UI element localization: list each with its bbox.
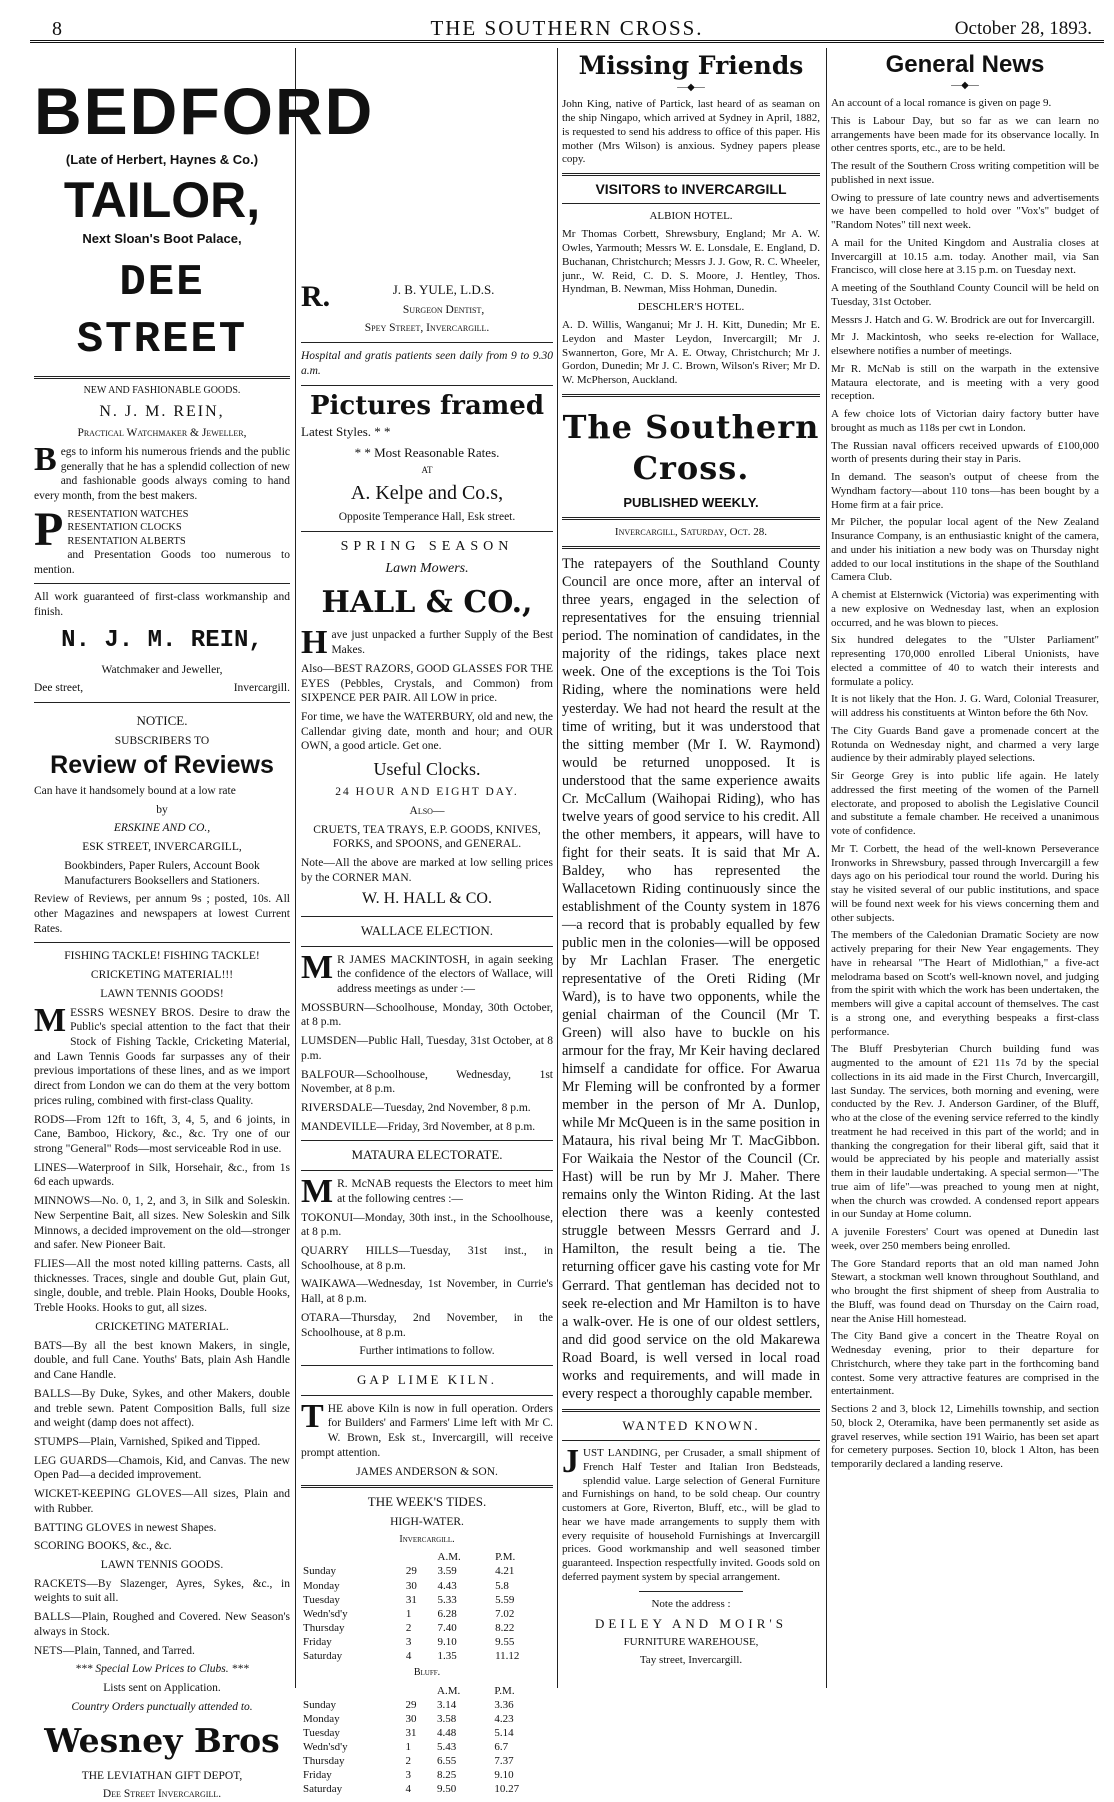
column-3 [562,48,820,1688]
bedford-name: BEDFORD [34,74,375,148]
hall-name: HALL & CO., [321,584,533,620]
mataura-item: OTARA—Thursday, 2nd November, in the Schoolhouse, at 8 p.m. [301,1311,553,1339]
cricket-item: STUMPS—Plain, Varnished, Spiked and Tipped. [34,1435,261,1448]
pictures-firm: A. Kelpe and Co.s, [350,481,504,504]
pictures-l1: Latest Styles. * * [301,424,391,440]
hall-signature: W. H. HALL & CO. [362,890,492,908]
cricket-item: WICKET-KEEPING GLOVES—All sizes, Plain and with Rubber. [34,1488,290,1515]
divider [562,173,820,176]
fishing-address: Dee Street Invercargill. [102,1788,222,1801]
divider [301,1365,553,1366]
news-item: Mr J. Mackintosh, who seeks re-election for Wallace, elsewhere notifies a number of meetings. [831,331,1099,358]
reviews-street: ESK STREET, INVERCARGILL, [82,841,242,854]
divider [301,946,553,947]
notice-heading: NOTICE. [136,713,188,729]
divider [301,1485,553,1488]
divider [34,376,290,379]
news-item: The Bluff Presbyterian Church building fund was augmented to the amount of £21 11s 7d by the special collections in its aid made in the First Church, Invercargill, last Sunday. The services, both morning and evening, were conducted by the Rev. J. Anderson Gardiner, of the Bluff, who at the close of the evening service referred to the kindly treatment he had received in this part of the world; and in thanking the congregation for their liberal gift, said that it would be appreciated by his people and materially assist them in their laudable undertaking. A special sermon—"The true aim of life"—was preached to young men at night, when the church was crowded. A condensed report appears in our Sunday at Home column. [831,1043,1099,1221]
divider [301,385,553,386]
divider [562,394,820,397]
tides-table-invercargill: A.M. P.M. Sunday 29 3.59 4.21 Monday 30 4.43 5.8 Tuesday 31 5.33 5.59 Wedn'sd'y 1 6.28 7.02 Thursday 2 7.40 8.22 Friday 3 9.10 9.55 Saturday 4 1.35 11.12 [303,1551,520,1662]
mataura-item: WAIKAWA—Wednesday, 1st November, in Currie's Hall, at 8 p.m. [301,1278,553,1306]
cricket-item: SCORING BOOKS, &c., &c. [34,1540,172,1553]
rein-work: All work guaranteed of first-class workmanship and finish. [34,591,290,619]
news-item: A mail for the United Kingdom and Australia closes at Invercargill at 10.15 a.m. today. Another mail, via San Francisco, will close here at 3.15 p.m. on Tuesday next. [831,236,1099,277]
news-item: Six hundred delegates to the "Ulster Parliament" representing 170,000 enrolled Liberal Unionists, have elected a committee of 40 to watch their interests and formulate a policy. [831,634,1099,688]
rein-body: Begs to inform his numerous friends and the public generally that he has a splendid collection of new and fashionable goods always coming to hand every month, from the best makers. [34,440,290,503]
fishing-item: LINES—Waterproof in Silk, Horsehair, &c., from 1s 6d each upwards. [34,1161,290,1189]
fishing-item: FLIES—All the most noted killing patterns. Casts, all thicknesses. Traces, single and double Gut, plain Gut, single, double, and treble. Plain Hooks, Double Hooks, Treble Hooks. Hooks to gut, all sizes. [34,1258,290,1315]
news-item: This is Labour Day, but so far as we can learn no arrangements have been made for its observance locally. In other centres sports, etc., are to be held. [831,114,1099,155]
hall-time: For time, we have the WATERBURY, old and new, the Callendar giving date, month and hour; and OUR OWN, a good article. Get one. [301,710,553,753]
visitors-t1: Mr Thomas Corbett, Shrewsbury, England; Mr A. W. Owles, Yarmouth; Messrs W. E. Lonsdale, E. England, D. Buchanan, Christchurch; Messrs J. J. Gow, R. C. Wheeler, junr., W. Reid, C. D. S. Moore, J. Hentley, Thos. Hyndman, B. Newman, Miss Hohman, Dunedin. [562,228,820,296]
wallace-item: RIVERSDALE—Tuesday, 2nd November, 8 p.m. [301,1102,531,1115]
divider [301,342,553,343]
news-item: Sir George Grey is into public life again. He lately addressed the first meeting of the women of the Parnell electorate, and proposed to abolish the Legislative Council and substitute a female chamber. He received a unanimous vote of confidence. [831,770,1099,838]
news-item: An account of a local romance is given on page 9. [831,97,1052,110]
news-item: The City Band give a concert in the Theatre Royal on Wednesday evening, prior to their departure for Christchurch, where they take part in the forthcoming band contest. Some very attractive features are comprised in the entertainment. [831,1330,1099,1398]
news-item: A juvenile Foresters' Court was opened at Dunedin last week, over 250 members being enrolled. [831,1226,1099,1252]
hall-mowers: Lawn Mowers. [385,561,469,577]
divider [301,1395,553,1396]
news-item: A few choice lots of Victorian dairy factory butter have brought as much as 118s per cwt in London. [831,408,1099,434]
mataura-further: Further intimations to follow. [359,1345,495,1358]
hall-note: Note—All the above are marked at low selling prices by the CORNER MAN. [301,857,553,884]
rein-pres2: and Presentation Goods too numerous to mention. [34,549,290,576]
tides-title: THE WEEK'S TIDES. [367,1494,487,1510]
wanted-ware: FURNITURE WAREHOUSE, [623,1636,759,1649]
pictures-l2: * * Most Reasonable Rates. [354,444,500,460]
general-news-title: General News [885,51,1045,78]
divider [34,583,290,584]
fishing-l3: LAWN TENNIS GOODS! [100,987,224,1000]
hall-also2: Also— [409,804,445,817]
missing-body: John King, native of Partick, last heard of as seaman on the ship Ningapo, which arrived at Sydney in April, 1882, is requested to send his address to office of this paper. His mother (Mrs Wilson) is anxious. Sydney papers please copy. [562,98,820,166]
mataura-title: MATAURA ELECTORATE. [351,1147,503,1163]
mataura-item: QUARRY HILLS—Tuesday, 31st inst., in Schoolhouse, at 8 p.m. [301,1244,553,1272]
divider [301,1140,553,1141]
rein-trade: Practical Watchmaker & Jeweller, [77,427,247,440]
visitors-title: VISITORS to INVERCARGILL [595,181,787,198]
cricket-item: BALLS—By Duke, Sykes, and other Makers, double and treble sewn. Patent Composition Balls, full size and weight (damp does not affect). [34,1387,290,1430]
divider [34,702,290,703]
divider [562,546,820,549]
hall-body: Have just unpacked a further Supply of the Best Makes. [301,624,553,662]
wanted-note: Note the address : [651,1597,731,1610]
reviews-title: Review of Reviews [50,751,274,780]
divider [562,203,820,204]
divider [562,1409,820,1412]
tides-hw: HIGH-WATER. [390,1515,464,1528]
news-item: In demand. The season's output of cheese from the Wyndham factory—about 110 tons—has been bought by a Home firm at a fair price. [831,471,1099,511]
wanted-title: WANTED KNOWN. [622,1417,760,1433]
kiln-title: GAP LIME KILN. [356,1372,498,1387]
news-item: Mr R. McNab is still on the warpath in the extensive Mataura electorate, and is meeting with a very good reception. [831,362,1099,403]
hall-spring: SPRING SEASON [340,539,514,555]
masthead-weekly: PUBLISHED WEEKLY. [623,494,759,510]
reviews-bound: Can have it handsomely bound at a low rate [34,784,236,797]
kiln-signature: JAMES ANDERSON & SON. [356,1465,498,1478]
pictures-at: AT [421,465,433,476]
news-item: Sections 2 and 3, block 12, Limehills township, and section 50, block 2, Oteramika, have been permanently set aside as gravel reserves, while section 191 Wairio, has been set apart for cemetery purposes. Section 10, block 1 Alton, has been temporarily declared a landing reserve. [831,1403,1099,1471]
visitors-h2: DESCHLER'S HOTEL. [637,301,745,314]
divider [562,1440,820,1441]
mataura-item: TOKONUI—Monday, 30th inst., in the Schoolhouse, at 8 p.m. [301,1211,553,1239]
missing-title: Missing Friends [578,51,804,80]
masthead-title: The Southern Cross. [562,407,820,487]
reviews-by: by [156,803,168,816]
bedford-street: DEE STREET [76,258,248,365]
tennis-item: RACKETS—By Slazenger, Ayres, Sykes, &c., in weights to suit all. [34,1577,290,1605]
divider [639,1591,742,1592]
newspaper-title: THE SOUTHERN CROSS. [430,16,704,40]
rein-presentation: P RESENTATION WATCHES RESENTATION CLOCKS RESENTATION ALBERTS [34,502,189,556]
rein-address: Dee street, Invercargill. [34,682,290,695]
hall-also: Also—BEST RAZORS, GOOD GLASSES FOR THE EYES (Pebbles, Crystals, and Common) from SIXPENCE PER PAIR. All LOW in price. [301,662,553,705]
rein-name: N. J. M. REIN, [99,402,225,420]
divider [301,531,553,532]
pictures-title: Pictures framed [309,390,545,421]
divider [301,1170,553,1171]
fishing-l1: FISHING TACKLE! FISHING TACKLE! [64,950,260,963]
fishing-special: *** Special Low Prices to Clubs. *** [75,1663,249,1676]
fishing-country: Country Orders punctually attended to. [71,1700,253,1713]
wallace-item: MANDEVILLE—Friday, 3rd November, at 8 p.m. [301,1120,536,1133]
ornament-icon: —◆— [951,80,979,92]
news-item: Messrs J. Hatch and G. W. Brodrick are out for Invercargill. [831,313,1095,326]
tides-place-invercargill: Invercargill. [399,1533,455,1545]
divider [301,916,553,917]
fishing-item: RODS—From 12ft to 16ft, 3, 4, 5, and 6 joints, in Cane, Bamboo, Hickory, &c., &c. Try one of our strong "General" Rods—most serviceable Rod in use. [34,1113,290,1156]
news-item: The Gore Standard reports that an old man named John Stewart, a stockman well known throughout Southland, and who brought the first shipment of sheep from Australia to the Bluff, was found dead on Thursday on the Cairn road, near the Anise Hill homestead. [831,1257,1099,1325]
wesney-signature: Wesney Bros [44,1721,280,1761]
ornament-icon: —◆— [677,81,705,93]
column-rule [557,48,558,1688]
column-rule [295,48,296,1688]
tennis-heading: LAWN TENNIS GOODS. [100,1558,224,1571]
page-header [30,14,1104,43]
news-item: Mr T. Corbett, the head of the well-known Perseverance Ironworks in Shrewsbury, passed through Invercargill a few days ago on his periodical tour round the world. During his stay he visited several of our public institutions, and space will be found next week for his views concerning them and other subjects. [831,842,1099,924]
news-item: The City Guards Band gave a promenade concert at the Rotunda on Wednesday night, and charmed a very large audience by their admirably played selections. [831,724,1099,765]
rein-signature: N. J. M. REIN, [61,626,263,654]
pictures-addr: Opposite Temperance Hall, Esk street. [338,511,516,524]
column-4 [831,48,1099,1688]
fishing-lists: Lists sent on Application. [103,1682,221,1695]
news-item: It is not likely that the Hon. J. G. Ward, Colonial Treasurer, will address his constituents at Winton before the 6th Nov. [831,693,1099,720]
kiln-body: THE above Kiln is now in full operation. Orders for Builders' and Farmers' Lime left with Mr C. W. Brown, Esk st., Invercargill, will receive prompt attention. [301,1397,553,1459]
wallace-item: BALFOUR—Schoolhouse, Wednesday, 1st November, at 8 p.m. [301,1068,553,1096]
tides-place-bluff: Bluff. [413,1666,441,1678]
hall-day: 24 HOUR AND EIGHT DAY. [335,786,519,799]
yule-hospital: Hospital and gratis patients seen daily from 9 to 9.30 a.m. [301,350,553,377]
column-2 [301,48,553,1796]
bedford-trade: TAILOR, [63,171,261,228]
fishing-gift: THE LEVIATHAN GIFT DEPOT, [81,1769,243,1782]
cricket-heading: CRICKETING MATERIAL. [95,1320,229,1333]
visitors-t2: A. D. Willis, Wanganui; Mr J. H. Kitt, Dunedin; Mr E. Leydon and Master Leydon, Invercargill; Mr J. Swannerton, Gore, Mr A. E. Otway, Christchurch; Mr J. Gordon, Dunedin; Mr J. C. Brown, Wilson's River; Mr D. W. McPherson, Auckland. [562,319,820,387]
news-item: A chemist at Elsternwick (Victoria) was experimenting with a new explosive on Wednesday last, when an explosion occurred, and he was blown to pieces. [831,589,1099,629]
tides-table-bluff: A.M. P.M. Sunday 29 3.14 3.36 Monday 30 3.58 4.23 Tuesday 31 4.48 5.14 Wedn'sd'y 1 5.43 6.7 Thursday 2 6.55 7.37 Friday 3 8.25 9.10 Saturday 4 9.50 10.27 [303,1684,520,1796]
issue-date: October 28, 1893. [954,18,1092,39]
reviews-trades: Bookbinders, Paper Rulers, Account Book Manufacturers Booksellers and Stationers. [64,859,260,887]
rein-sigsub: Watchmaker and Jeweller, [101,663,223,676]
column-rule [826,48,827,1688]
mataura-body: M R. McNAB requests the Electors to meet him at the following centres :— [301,1173,553,1211]
wanted-address: Tay street, Invercargill. [639,1654,743,1667]
yule-ad: R. J. B. YULE, L.D.S. Surgeon Dentist, Spey Street, Invercargill. [301,280,495,335]
bedford-next: Next Sloan's Boot Palace, [82,230,242,246]
tennis-item: NETS—Plain, Tanned, and Tarred. [34,1644,195,1657]
news-item: The Russian naval officers received upwards of £100,000 worth of presents during their stay in Paris. [831,439,1099,466]
reviews-price: Review of Reviews, per annum 9s ; posted, 10s. All other Magazines and newspapers at lowest Current Rates. [34,893,290,935]
wallace-item: MOSSBURN—Schoolhouse, Monday, 30th October, at 8 p.m. [301,1001,553,1029]
wallace-body: M R JAMES MACKINTOSH, in again seeking the confidence of the electors of Wallace, will address meetings as under :— [301,948,553,995]
wanted-firm: DEILEY AND MOIR'S [595,1615,787,1631]
tennis-item: BALLS—Plain, Roughed and Covered. New Season's always in Stock. [34,1611,290,1638]
reviews-subs: SUBSCRIBERS TO [114,734,210,747]
news-item: Owing to pressure of late country news and advertisements we have been compelled to hold over "Vox's" budget of "Random Notes" till next week. [831,191,1099,232]
editorial-body: The ratepayers of the Southland County Council are once more, after an interval of three years, engaged in the selection of representatives for the ensuing triennial period. The nomination of candidates, in the majority of the ridings, takes place next week. One of the exceptions is the Toi Tois Riding, where the nominations were held yesterday. We had not heard the result at the time of writing, but it was understood that the sitting member (Mr I. W. Raymond) would be returned unopposed. It is understood that the same experience awaits Cr. McCallum (Waihopai Riding), who has twelve years of good service to his credit. All the other members, it appears, will have to fight for their seats. It is said that Mr A. Baldey, who has represented the Wallacetown Riding continuously since the establishment of the County system in 1876—a record that is probably equalled by few public men in the colonies—will be opposed by Mr Lachlan Fraser. The energetic representative of the Oreti Riding (Mr Ward), is to have two opponents, while the genial chairman of the Council (Mr T. Green) will also have to buckle on his armour for the fray, Mr Keir having declared himself a candidate for office. For Awarua Mr Fleming will be confronted by a former member in the person of Mr A. Dunlop, while Mr McQueen is in the same position in Mataura, his rival being Mr T. MacGibbon. For Waikaia the Nestor of the Council (Cr. Hast) will be run by Mr J. Maher. There remains only the Winton Riding. At the last election there was a keenly contested struggle between Messrs Gerrard and J. Hamilton, the result being a tie. The returning officer gave his casting vote for Mr Gerrard. That gentleman has decided not to seek re-election and Mr Hamilton is to have a walk-over. He is one of our oldest settlers, and did good service on the old Makarewa Road Board, is well versed in local road works and requirements, and will made in every respect a thoroughly capable member. [562,556,820,1402]
divider [562,517,820,520]
reviews-firm: ERSKINE AND CO., [113,822,211,835]
fishing-intro: MESSRS WESNEY BROS. Desire to draw the Public's special attention to the fact that their Stock of Fishing Tackle, Cricketing Material, and Lawn Tennis Goods far surpasses any of their previous importations of these lines, and as we import direct from London we can do them at the very bottom prices ruling, combined with first-class Quality. [34,1001,290,1107]
bedford-late: (Late of Herbert, Haynes & Co.) [65,152,259,167]
hall-cruets: CRUETS, TEA TRAYS, E.P. GOODS, KNIVES, FORKS, and SPOONS, and GENERAL. [313,823,541,851]
rein-top: NEW AND FASHIONABLE GOODS. [83,384,241,396]
cricket-item: BATTING GLOVES in newest Shapes. [34,1521,217,1534]
wanted-body: JUST LANDING, per Crusader, a small shipment of French Half Tester and Italian Iron Bedsteads, splendid value. Large selection of General Furniture and Furnishings on hand, to be sold cheap. Our country customers at Gore, Riverton, Bluff, etc., will be glad to hear we have made arrangements to supply them with every requisite of household Furnishings at Invercargill prices. Good workmanship and well seasoned timber guaranteed. Inspection respectfully invited. Goods sold on deferred payment system by special arrangement. [562,1443,820,1583]
page-number: 8 [52,18,62,40]
divider [34,942,290,943]
cricket-item: LEG GUARDS—Chamois, Kid, and Canvas. The new Open Pad—a decided improvement. [34,1454,290,1482]
fishing-l2: CRICKETING MATERIAL!!! [90,969,234,982]
news-item: Mr Pilcher, the popular local agent of the New Zealand Insurance Company, is an enthusiastic knight of the camera, and under his initiation a new body was on Thursday night added to our local institutions in the shape of the Southland Camera Club. [831,516,1099,584]
fishing-item: MINNOWS—No. 0, 1, 2, and 3, in Silk and Soleskin. New Serpentine Bait, all sizes. New Soleskin and Silk Minnows, a decided improvement on the old—stronger and safer. New Pioneer Bait. [34,1195,290,1252]
news-item: A meeting of the Southland County Council will be held on Tuesday, 31st October. [831,282,1099,308]
hall-clocks: Useful Clocks. [373,759,481,780]
wallace-item: LUMSDEN—Public Hall, Tuesday, 31st October, at 8 p.m. [301,1035,553,1062]
masthead-dateline: Invercargill, Saturday, Oct. 28. [614,526,768,539]
visitors-h1: ALBION HOTEL. [649,210,733,223]
news-item: The members of the Caledonian Dramatic Society are now actively preparing for their New Year engagements. They have in rehearsal "The Heart of Midlothian," a five-act melodrama based on Scott's well-known novel, and judging from the spirit with which the work has been undertaken, the members will give a capital account of themselves. The cast is a strong one, and everything bespeaks a first-class performance. [831,929,1099,1038]
cricket-item: BATS—By all the best known Makers, in single, double, and full Cane. Youths' Bats, plain Ash Handle and Cane Handle. [34,1339,290,1382]
wallace-title: WALLACE ELECTION. [360,922,494,938]
news-item: The result of the Southern Cross writing competition will be published in next issue. [831,160,1099,186]
